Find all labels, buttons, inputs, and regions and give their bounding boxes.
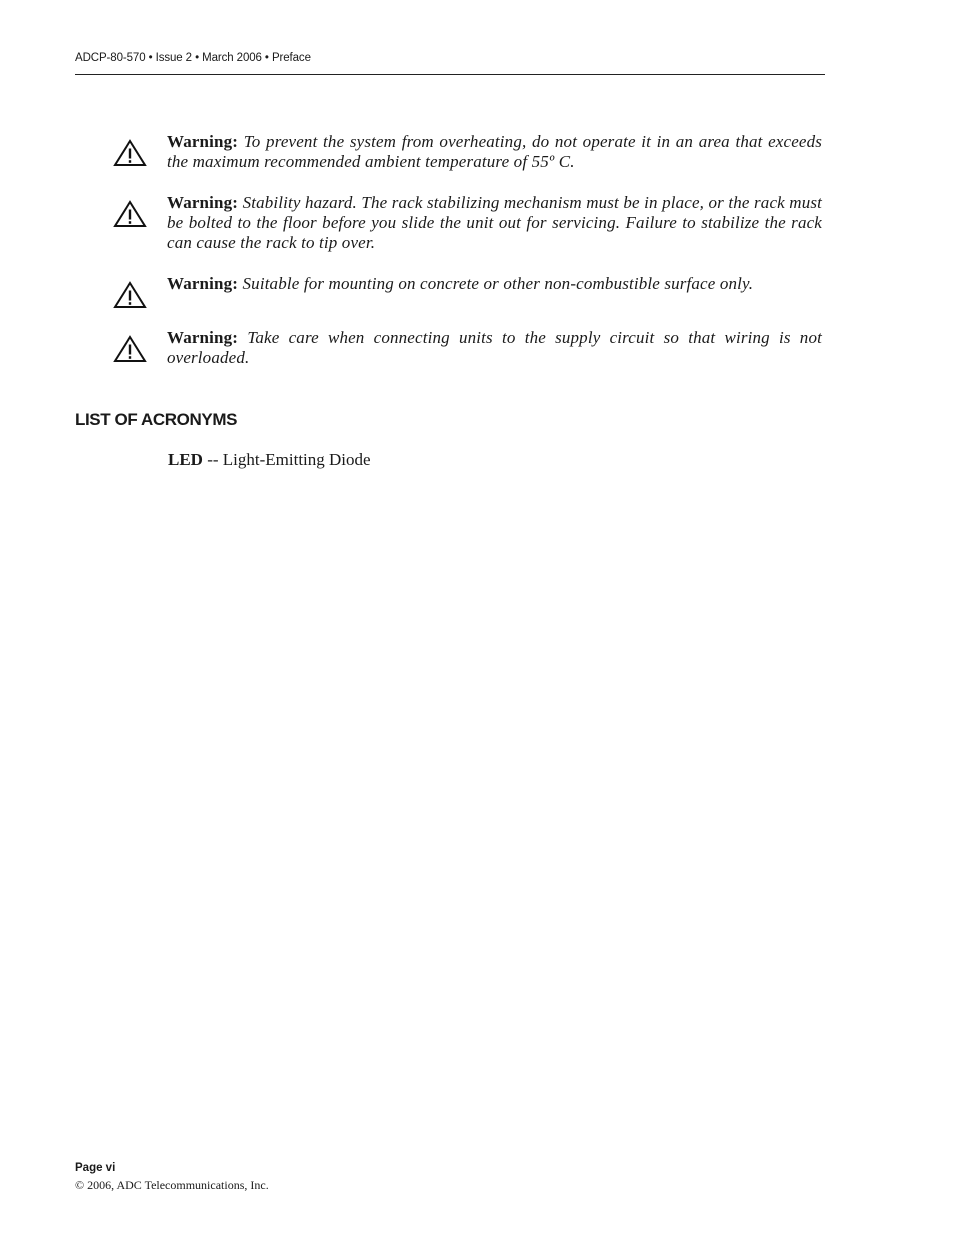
warning-label: Warning: xyxy=(167,328,239,347)
warning-triangle-icon xyxy=(112,199,148,229)
running-header: ADCP-80-570 • Issue 2 • March 2006 • Preface xyxy=(75,52,311,64)
warning-text xyxy=(167,274,822,294)
warning-label: Warning: xyxy=(167,132,239,151)
warning-body: To prevent the system from overheating, do not operate it in an area that exceeds the maximum recommended ambient temperature of 55º C. xyxy=(167,132,822,171)
warning-label: Warning: xyxy=(167,193,239,212)
section-title-acronyms: LIST OF ACRONYMS xyxy=(75,410,238,429)
header-divider xyxy=(75,74,825,75)
warning-triangle-icon xyxy=(112,280,148,310)
page-number: Page vi xyxy=(75,1162,116,1174)
warning-body: Take care when connecting units to the supply circuit so that wiring is not overloaded. xyxy=(167,328,822,367)
warning-triangle-icon xyxy=(112,334,148,364)
warning-block-overheating xyxy=(112,132,822,172)
warning-body: Stability hazard. The rack stabilizing mechanism must be in place, or the rack must be bolted to the floor before you slide the unit out for servicing. Failure to stabilize the rack can cause the rack to tip over. xyxy=(167,193,823,252)
warning-block-mounting xyxy=(112,274,822,294)
warning-label: Warning: xyxy=(167,274,239,293)
acronym-item xyxy=(168,450,371,470)
acronym-definition: -- Light-Emitting Diode xyxy=(202,450,371,469)
warning-text xyxy=(167,193,822,253)
warning-body: Suitable for mounting on concrete or other non-combustible surface only. xyxy=(242,274,754,293)
warning-triangle-icon xyxy=(112,138,148,168)
warning-text xyxy=(167,328,822,368)
acronym-abbreviation: LED xyxy=(168,450,203,469)
warning-block-stability xyxy=(112,193,822,253)
warning-text xyxy=(167,132,822,172)
copyright-notice: © 2006, ADC Telecommunications, Inc. xyxy=(75,1178,269,1192)
warning-block-supply-circuit xyxy=(112,328,822,368)
